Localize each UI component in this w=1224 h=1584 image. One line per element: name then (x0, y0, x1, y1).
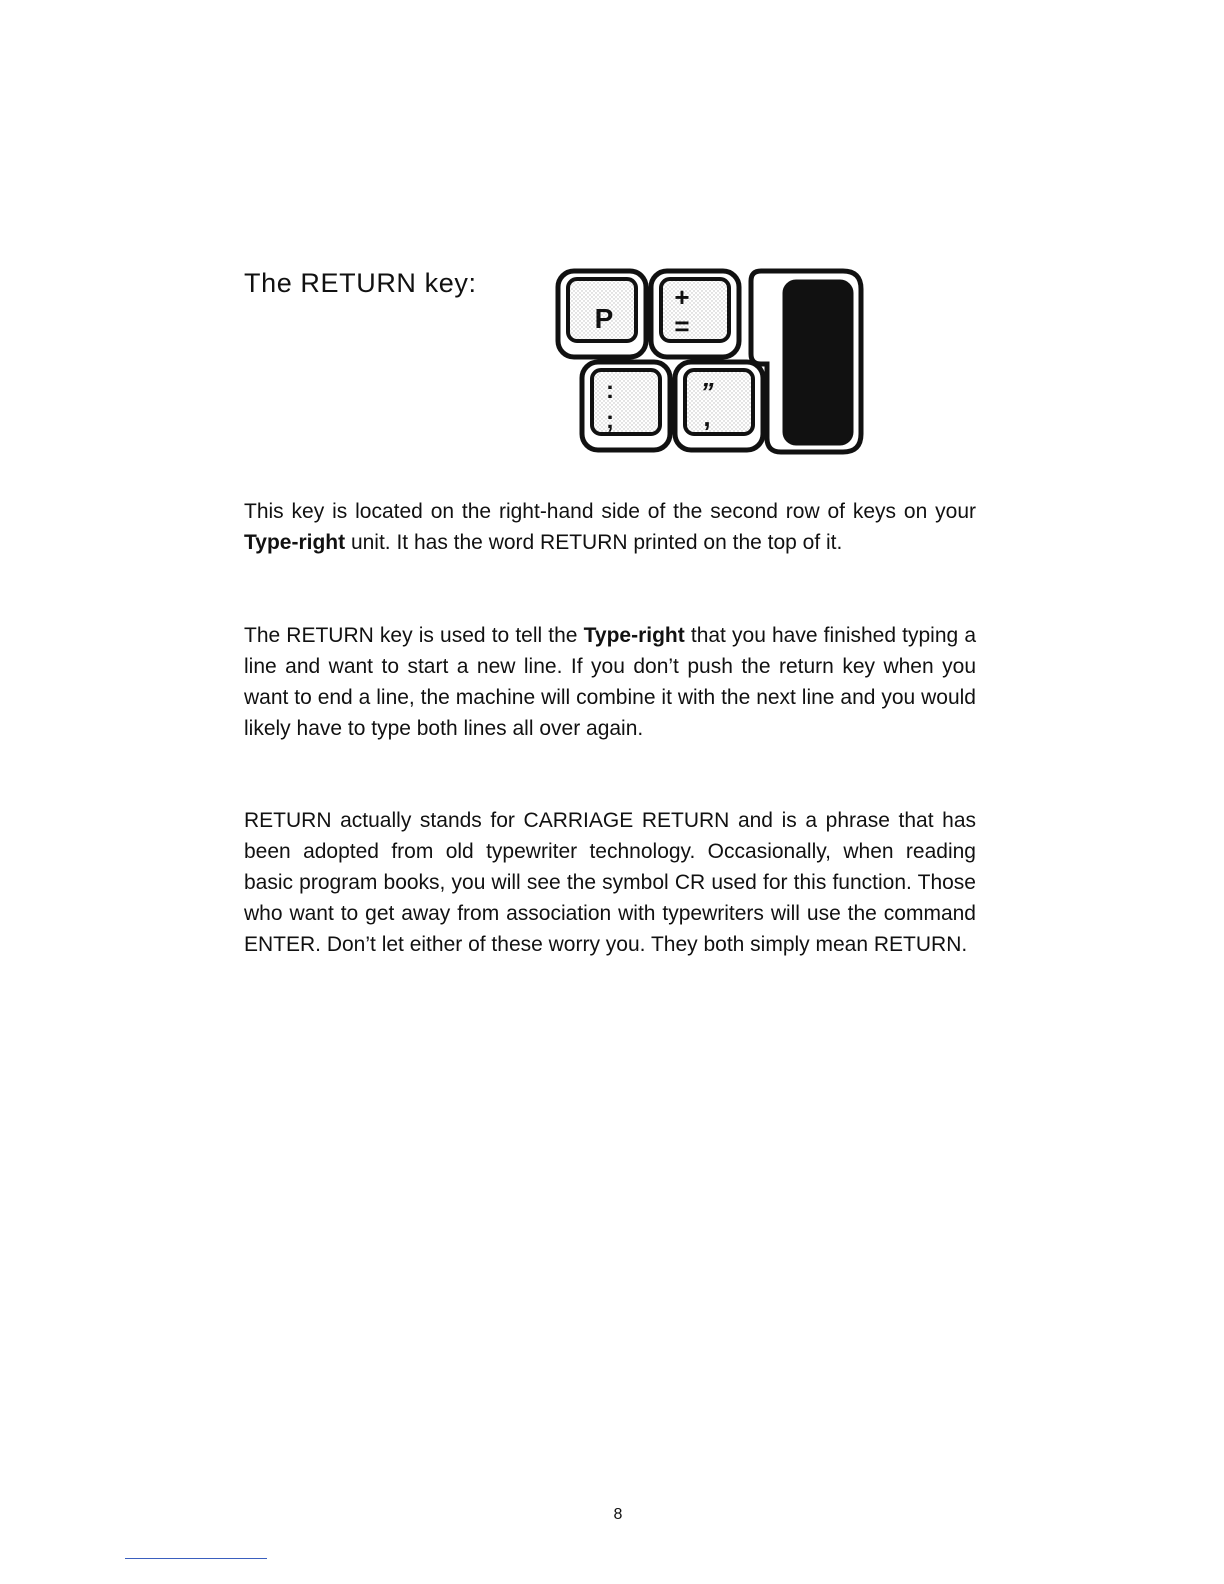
equals-legend: = (674, 311, 690, 341)
return-key (751, 271, 861, 452)
quote-comma-key (675, 362, 763, 450)
colon-legend: : (606, 377, 614, 404)
quote-legend: ” (700, 377, 714, 407)
plus-equals-key (651, 271, 739, 357)
return-key-cap (784, 281, 852, 444)
brand-name: Type-right (583, 624, 685, 647)
p-key-legend: P (594, 303, 614, 334)
paragraph-2-text-start: The RETURN key is used to tell the (244, 624, 584, 647)
page-number: 8 (613, 1506, 623, 1523)
paragraph-key-location (244, 496, 976, 558)
brand-name: Type-right (244, 531, 346, 554)
paragraph-carriage-return (244, 805, 976, 960)
section-heading: The RETURN key: (244, 268, 477, 298)
plus-legend: + (674, 282, 690, 312)
footnote-rule (125, 1558, 267, 1559)
paragraph-1-text-start: This key is located on the right-hand side of the second row of keys on your (244, 500, 976, 523)
paragraph-2-text-end: that you have finished typing a line and want to start a new line. If you don’t push the return key when you want to end a line, the machine will combine it with the next line and you would likely have to type both lines all over again. (244, 624, 977, 740)
keyboard-illustration (555, 268, 867, 456)
p-key (558, 271, 646, 357)
semicolon-legend: ; (606, 407, 614, 434)
comma-legend: , (703, 402, 711, 432)
paragraph-1-text-end: unit. It has the word RETURN printed on the top of it. (345, 531, 843, 554)
paragraph-key-purpose (244, 620, 976, 744)
colon-semicolon-key (582, 362, 670, 450)
paragraph-3-text: RETURN actually stands for CARRIAGE RETURN and is a phrase that has been adopted from old typewriter technology. Occasionally, when reading basic program books, you will see the symbol CR used for this function. Those who want to get away from association with typewriters will use the command ENTER. Don’t let either of these worry you. They both simply mean RETURN. (244, 809, 976, 956)
